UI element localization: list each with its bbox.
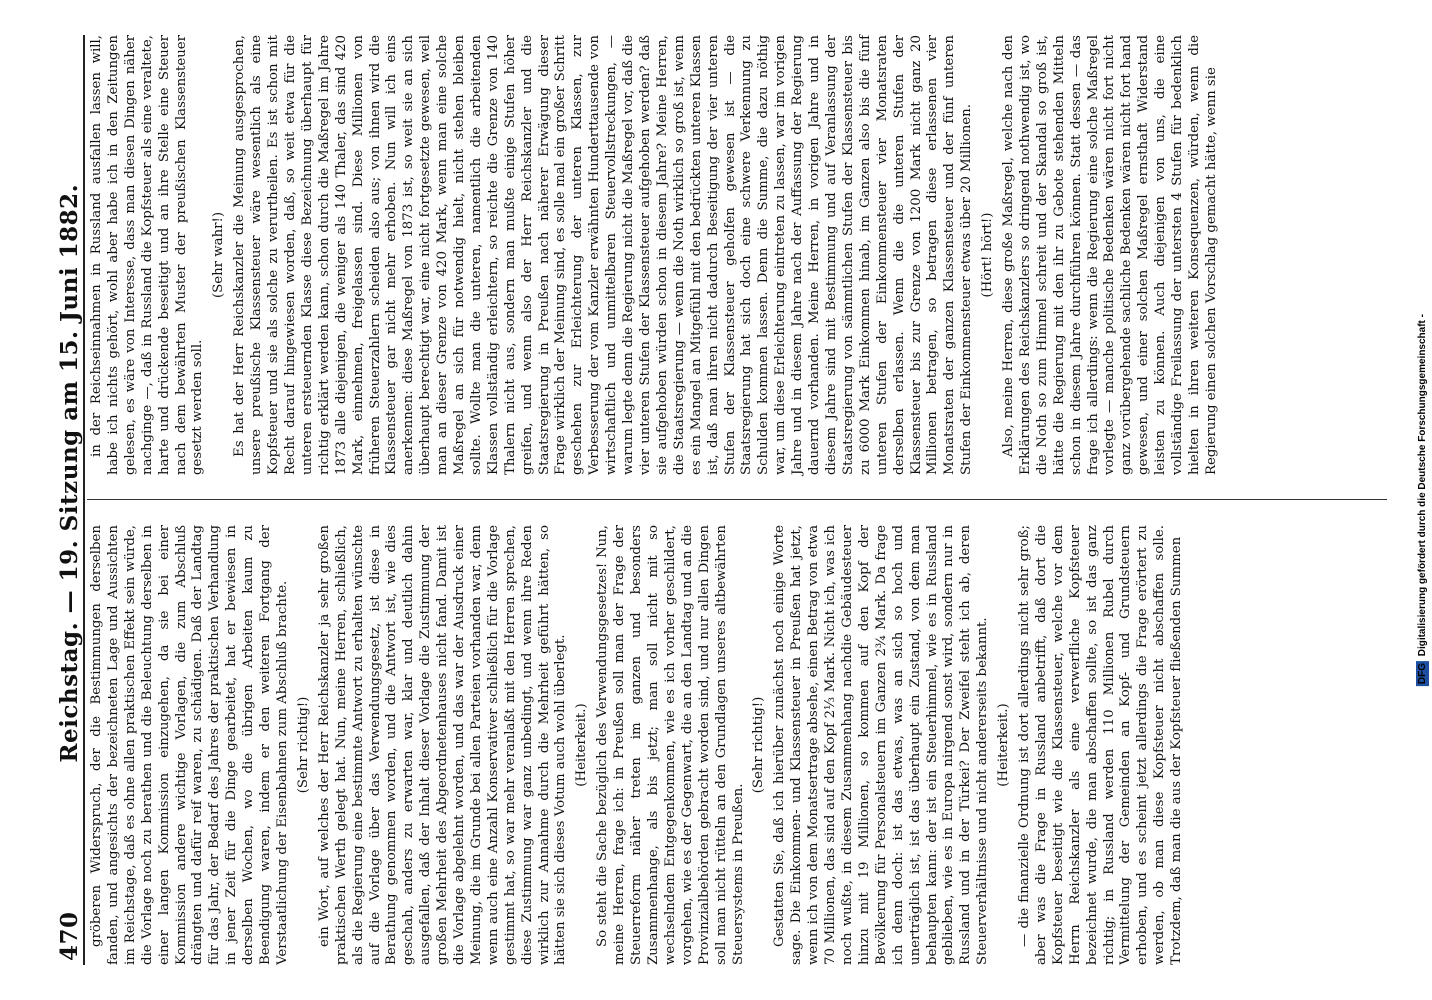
dfg-logo: DFG — [1416, 662, 1428, 684]
interjection: (Sehr richtig!) — [751, 696, 767, 794]
interjection: (Heiterkeit.) — [574, 703, 590, 787]
interjection: (Heiterkeit.) — [996, 703, 1012, 787]
credit-text: Digitalisierung gefördert durch die Deutsche Forschungsgemeinschaft - — [1416, 314, 1428, 657]
left-column — [89, 525, 1187, 965]
session-title: Reichstag. — 19. Sitzung am 15. Juni 1882. — [56, 183, 83, 763]
interjection: (Sehr richtig!) — [295, 696, 311, 794]
rotated-page — [31, 35, 1401, 965]
right-column — [89, 35, 1222, 475]
page-number: 470 — [56, 911, 83, 961]
paragraph: in der Reichseinnahmen in Russland ausfallen lassen will, habe ich nichts gehört, wohl aber habe ich in den Zeitungen gelesen, es wäre von Interesse, dass man diesen Dingen näher nachginge —, daß in Russland die Kopfsteuer als eine veraltete, harte und drückende beseitigt und an ihre Stelle eine Steuer nach dem bewährten Muster der preußischen Klassensteuer gesetzt werden soll. — [89, 35, 206, 475]
interjection: (Sehr wahr!) — [211, 211, 227, 299]
digitization-credit — [1412, 0, 1432, 1000]
page-header — [43, 35, 85, 965]
paragraph: ein Wort, auf welches der Herr Reichskanzler ja sehr großen praktischen Werth gelegt hat. Nun, meine Herren, schließlich, als die Regierung eine bestimmte Antwort zu erhalten wünschte auf die Vorlage über das Verwendungsgesetz, ist diese in Berathung genommen worden, und die Antwort ist, wie dies geschah, anders zu erwarten war, klar und deutlich dahin ausgefallen, daß der Inhalt dieser Vorlage die Zustimmung der großen Mehrheit des Abgeordnetenhauses nicht fand. Damit ist die Vorlage abgelehnt worden, und das war der Ausdruck einer Meinung, die im Grunde bei allen Parteien vorhanden war, denn wenn auch eine Anzahl Konservativer schließlich für die Vorlage gestimmt hat, so war mehr veranlaßt mit den Herren sprechen, diese Zustimmung war ganz unbedingt, und wenn ihre Reden wirklich zur Annahme durch die Mehrheit geführt hätten, so hätten sie sich dieses Votum auch wohl überlegt. — [316, 525, 569, 965]
paragraph: gröberen Widerspruch, der die Bestimmungen derselben fanden, und angesichts der bezeichneten Lage und Aussichten im Reichstage, daß es ohne allen praktischen Effekt sein würde, die Vorlage noch zu berathen und die Beleuchtung derselben in einer langen Kommission einzugehen, da sie bei einer Kommission andere wichtige Vorlagen, die zum Abschluß drängten und dafür reif waren, zu schädigen. Daß der Landtag für das Jahr, der Bedarf des Jahres der praktischen Verhandlung in jener Zeit für die Dinge gearbeitet, hat er bewiesen in derselben Wochen, wo die übrigen Arbeiten kaum zu Beendigung waren, indem er den weiteren Fortgang der Verstaatlichung der Eisenbahnen zum Abschluß brachte. — [89, 525, 290, 965]
paragraph: Also, meine Herren, diese große Maßregel, welche nach den Erklärungen des Reichskanzlers so dringend nothwendig ist, wo die Noth so zum Himmel schreit und der Skandal so groß ist, hätte die Regierung mit den ihr zu Gebote stehenden Mitteln schon in diesem Jahre durchführen können. Statt dessen — das frage ich allerdings: wenn die Regierung eine solche Maßregel vorlegte — manche politische Bedenken wären nicht fort nicht ganz vorübergehende sachliche Bedenken wären nicht fort hand gewesen, und einer solchen Maßregel ernsthaft Widerstand leisten zu können. Auch diejenigen von uns, die eine vollständige Freilassung der untersten 4 Stufen für bedenklich hielten in ihren weiteren Konsequenzen, würden, wenn die Regierung einen solchen Vorschlag gemacht hätte, wenn sie — [1001, 35, 1219, 475]
paragraph: — die finanzielle Ordnung ist dort allerdings nicht sehr groß; aber was die Frage in Russland anbetrifft, daß dort die Kopfsteuer beseitigt wie die Klassensteuer, welche vor dem Herrn Reichskanzler als eine verwerfliche Kopfsteuer bezeichnet wurde, die man abschaffen sollte, so ist das ganz richtig; in Russland werden 110 Millionen Rubel durch Vermittelung der Gemeinden an Kopf- und Grundsteuern erhoben, und es scheint jetzt allerdings die Frage erörtert zu werden, ob man diese Kopfsteuer nicht abschaffen solle. Trotzdem, daß man die aus der Kopfsteuer fließenden Summen — [1017, 525, 1185, 965]
column-divider — [87, 499, 1387, 500]
interjection: (Hört! hört!) — [980, 212, 996, 298]
paragraph: Gestatten Sie, daß ich hierüber zunächst noch einige Worte sage. Die Einkommen- und Klassensteuer in Preußen hat jetzt, wenn ich von dem Monatsertrage absehe, einen Betrag von etwa 70 Millionen, das sind auf den Kopf 2⅓ Mark. Nicht ich, was ich noch wußte, in diesem Zusammenhang nachdie Gebäudesteuer hinzu mit 19 Millionen, so kommen auf den Kopf der Bevölkerung für Personalsteuern im Ganzen 2¾ Mark. Da frage ich denn doch: ist das etwas, was an sich so hoch und unerträglich ist, ist das überhaupt ein Zustand, von dem man behaupten kann: der ist ein Steuerhimmel, wie es in Russland geblieben, wie es in Europa nirgend sonst wird, sondern nur in Russland und in der Türkei? Der Zweifel steht ich ab, deren Steuerverhältnisse und nicht andererseits bekannt. — [772, 525, 991, 965]
paragraph: Es hat der Herr Reichskanzler die Meinung ausgesprochen, unsere preußische Klassensteuer wäre wesentlich als eine Kopfsteuer und sie als solche zu verurtheilen. Es ist schon mit Recht darauf hingewiesen worden, daß, so weit etwa für die unteren ersteuernden Klasse diese Bezeichnung überhaupt für richtig erklärt werden kann, schon durch die Maßregel im Jahre 1873 alle diejenigen, die weniger als 140 Thaler, das sind 420 Mark, einnehmen, freigelassen sind. Diese Millionen von früheren Steuerzahlern scheiden also aus; von ihnen wird die Klassensteuer gar nicht mehr erhoben. Nun will ich eins anerkennen: diese Maßregel von 1873 ist, so weit sie an sich überhaupt berechtigt war, eine nicht fortgesetzte gewesen, weil man an dieser Grenze von 420 Mark, wenn man eine solche Maßregel an sich für notwendig hielt, nicht stehen bleiben sollte. Wollte man die unteren, namentlich die arbeitenden Klassen vollständig erleichtern, so reichte die Grenze von 140 Thalern nicht aus, sondern man mußte einige Stufen höher greifen, und wenn also der Herr Reichskanzler und die Staatsregierung in Preußen nach näherer Erwägung dieser Frage wirklich der Meinung sind, es solle mal ein großer Schritt geschehen zur Erleichterung der unteren Klassen, zur Verbesserung der vom Kanzler erwähnten Hunderttausende von wirtschaftlich und unmittelbaren Steuervollstreckungen, — warum legte denn die Regierung nicht die Maßregel vor, daß die vier unteren Stufen der Klassensteuer aufgehoben werden? daß sie aufgehoben würden schon in diesem Jahre? Meine Herren, die Staatsregierung — wenn die Noth wirklich so groß ist, wenn es ein Mangel an Mitgefühl mit den bedrückten unteren Klassen ist, daß man ihren nicht dadurch Beseitigung der vier unteren Stufen der Klassensteuer geholfen gewesen ist — die Staatsregierung hat sich doch eine schwere Verkennung zu Schulden kommen lassen. Denn die Summe, die dazu nöthig war, um diese Erleichterung eintreten zu lassen, war im vorigen Jahre und in diesem Jahre nach der Auffassung der Regierung dauernd vorhanden. Meine Herren, in vorigen Jahre und in diesem Jahre sind mit Bestimmung und auf Veranlassung der Staatsregierung von sämmtlichen Stufen der Klassensteuer bis zu 6000 Mark Einkommen hinab, im Ganzen also bis die fünf unteren Stufen der Einkommensteuer vier Monatsraten derselben erlassen. Wenn die die unteren Stufen der Klassensteuer bis zur Grenze von 1200 Mark nicht ganz 20 Millionen betragen, so betragen diese erlassenen vier Monatsraten der ganzen Klassensteuer und der fünf unteren Stufen der Einkommensteuer etwas über 20 Millionen. — [232, 35, 975, 475]
paragraph: So steht die Sache bezüglich des Verwendungsgesetzes! Nun, meine Herren, frage ich: in Preußen soll man der Frage der Steuerreform näher treten im ganzen und besonders Zusammenhange, als bis jetzt; man soll nicht mit so wechselndem Entgegenkommen, wie es ich vorher geschildert, vorgehen, wie es der Gegenwart, die an den Landtag und an die Provinzialbehörden gebracht worden sind, und nur allen Dingen soll man nicht rütteln an den Grundlagen unseres altbewährten Steuersystems in Preußen. — [595, 525, 746, 965]
